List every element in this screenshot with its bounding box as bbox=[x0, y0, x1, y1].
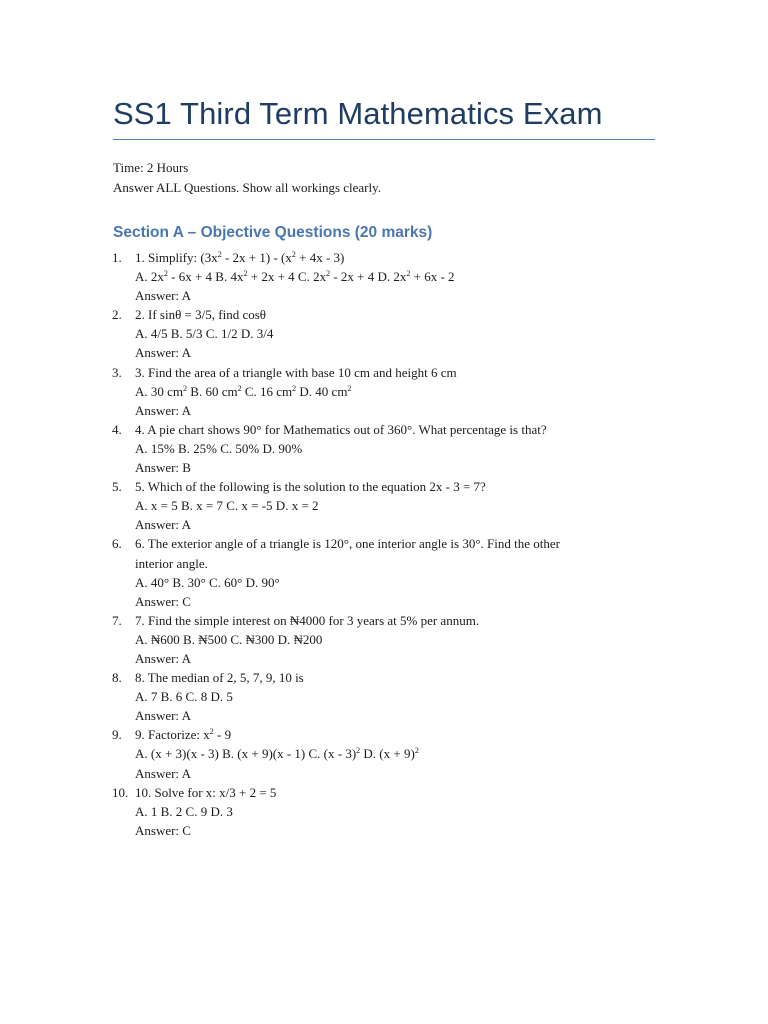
question-answer: Answer: C bbox=[135, 822, 191, 838]
question-text: 5. Which of the following is the solution to the equation 2x - 3 = 7? bbox=[135, 479, 486, 495]
exam-document bbox=[113, 94, 655, 840]
page-title: SS1 Third Term Mathematics Exam bbox=[113, 96, 603, 131]
question-item bbox=[113, 420, 655, 477]
question-item bbox=[113, 477, 655, 534]
question-number: 9. bbox=[112, 727, 122, 743]
question-text: 6. The exterior angle of a triangle is 120°, one interior angle is 30°. Find the other bbox=[135, 536, 560, 552]
title-divider bbox=[113, 139, 655, 140]
question-item bbox=[113, 248, 655, 305]
question-text: 10. Solve for x: x/3 + 2 = 5 bbox=[135, 784, 277, 800]
exam-meta bbox=[113, 158, 655, 198]
question-options: A. 40° B. 30° C. 60° D. 90° bbox=[135, 574, 280, 590]
question-options: A. 15% B. 25% C. 50% D. 90% bbox=[135, 440, 303, 456]
exam-instructions: Answer ALL Questions. Show all workings clearly. bbox=[113, 180, 382, 195]
question-text: 8. The median of 2, 5, 7, 9, 10 is bbox=[135, 670, 304, 686]
question-answer: Answer: A bbox=[135, 765, 191, 781]
question-item bbox=[113, 668, 655, 725]
question-item bbox=[113, 783, 655, 840]
question-answer: Answer: A bbox=[135, 288, 191, 304]
question-number: 8. bbox=[112, 670, 122, 686]
question-number: 7. bbox=[112, 612, 122, 628]
question-number: 4. bbox=[112, 421, 122, 437]
question-number: 5. bbox=[112, 479, 122, 495]
question-answer: Answer: B bbox=[135, 460, 191, 476]
question-answer: Answer: A bbox=[135, 345, 191, 361]
section-a-heading: Section A – Objective Questions (20 marks) bbox=[113, 224, 433, 241]
question-options: A. 1 B. 2 C. 9 D. 3 bbox=[135, 803, 233, 819]
question-item bbox=[113, 305, 655, 362]
question-number: 10. bbox=[112, 784, 129, 800]
question-number: 1. bbox=[112, 250, 122, 265]
question-options: A. (x + 3)(x - 3) B. (x + 9)(x - 1) C. (x - 3)$^2$ D. $(x + 9)^2$ bbox=[135, 746, 419, 762]
question-text: 1. Simplify: $(3x^2 - 2x + 1) - (x^2 + 4x - 3)$ bbox=[135, 250, 345, 265]
question-text: 4. A pie chart shows 90° for Mathematics out of 360°. What percentage is that? bbox=[135, 421, 547, 437]
question-item bbox=[113, 611, 655, 668]
question-item bbox=[113, 534, 655, 610]
question-text: 2. If sinθ = 3/5, find cosθ bbox=[135, 307, 266, 323]
question-answer: Answer: A bbox=[135, 517, 191, 533]
question-options: A. x = 5 B. x = 7 C. x = -5 D. x = 2 bbox=[135, 498, 319, 514]
question-text: interior angle. bbox=[135, 555, 208, 571]
question-number: 3. bbox=[112, 364, 122, 380]
question-options: A. ₦600 B. ₦500 C. ₦300 D. ₦200 bbox=[135, 631, 323, 647]
question-text: 9. Factorize: $x^2 - 9$ bbox=[135, 727, 232, 743]
question-text: 7. Find the simple interest on ₦4000 for 3 years at 5% per annum. bbox=[135, 612, 480, 628]
question-item bbox=[113, 363, 655, 420]
question-item bbox=[113, 725, 655, 782]
question-options: A. $2x^2 - 6x + 4$ B. $4x^2 + 2x + 4$ C. $2x^2 - 2x + 4$ D. $2x^2 + 6x - 2$ bbox=[135, 269, 455, 285]
question-options: A. 4/5 B. 5/3 C. 1/2 D. 3/4 bbox=[135, 326, 274, 342]
question-list bbox=[113, 248, 655, 840]
question-number: 2. bbox=[112, 307, 122, 323]
question-text: 3. Find the area of a triangle with base 10 cm and height 6 cm bbox=[135, 364, 457, 380]
question-answer: Answer: C bbox=[135, 593, 191, 609]
question-answer: Answer: A bbox=[135, 650, 191, 666]
exam-time: Time: 2 Hours bbox=[113, 160, 189, 175]
question-options: A. 30 $cm^2$ B. 60 $cm^2$ C. 16 $cm^2$ D. 40 $cm^2$ bbox=[135, 383, 352, 399]
question-answer: Answer: A bbox=[135, 402, 191, 418]
question-number: 6. bbox=[112, 536, 122, 552]
question-options: A. 7 B. 6 C. 8 D. 5 bbox=[135, 689, 233, 705]
question-answer: Answer: A bbox=[135, 708, 191, 724]
